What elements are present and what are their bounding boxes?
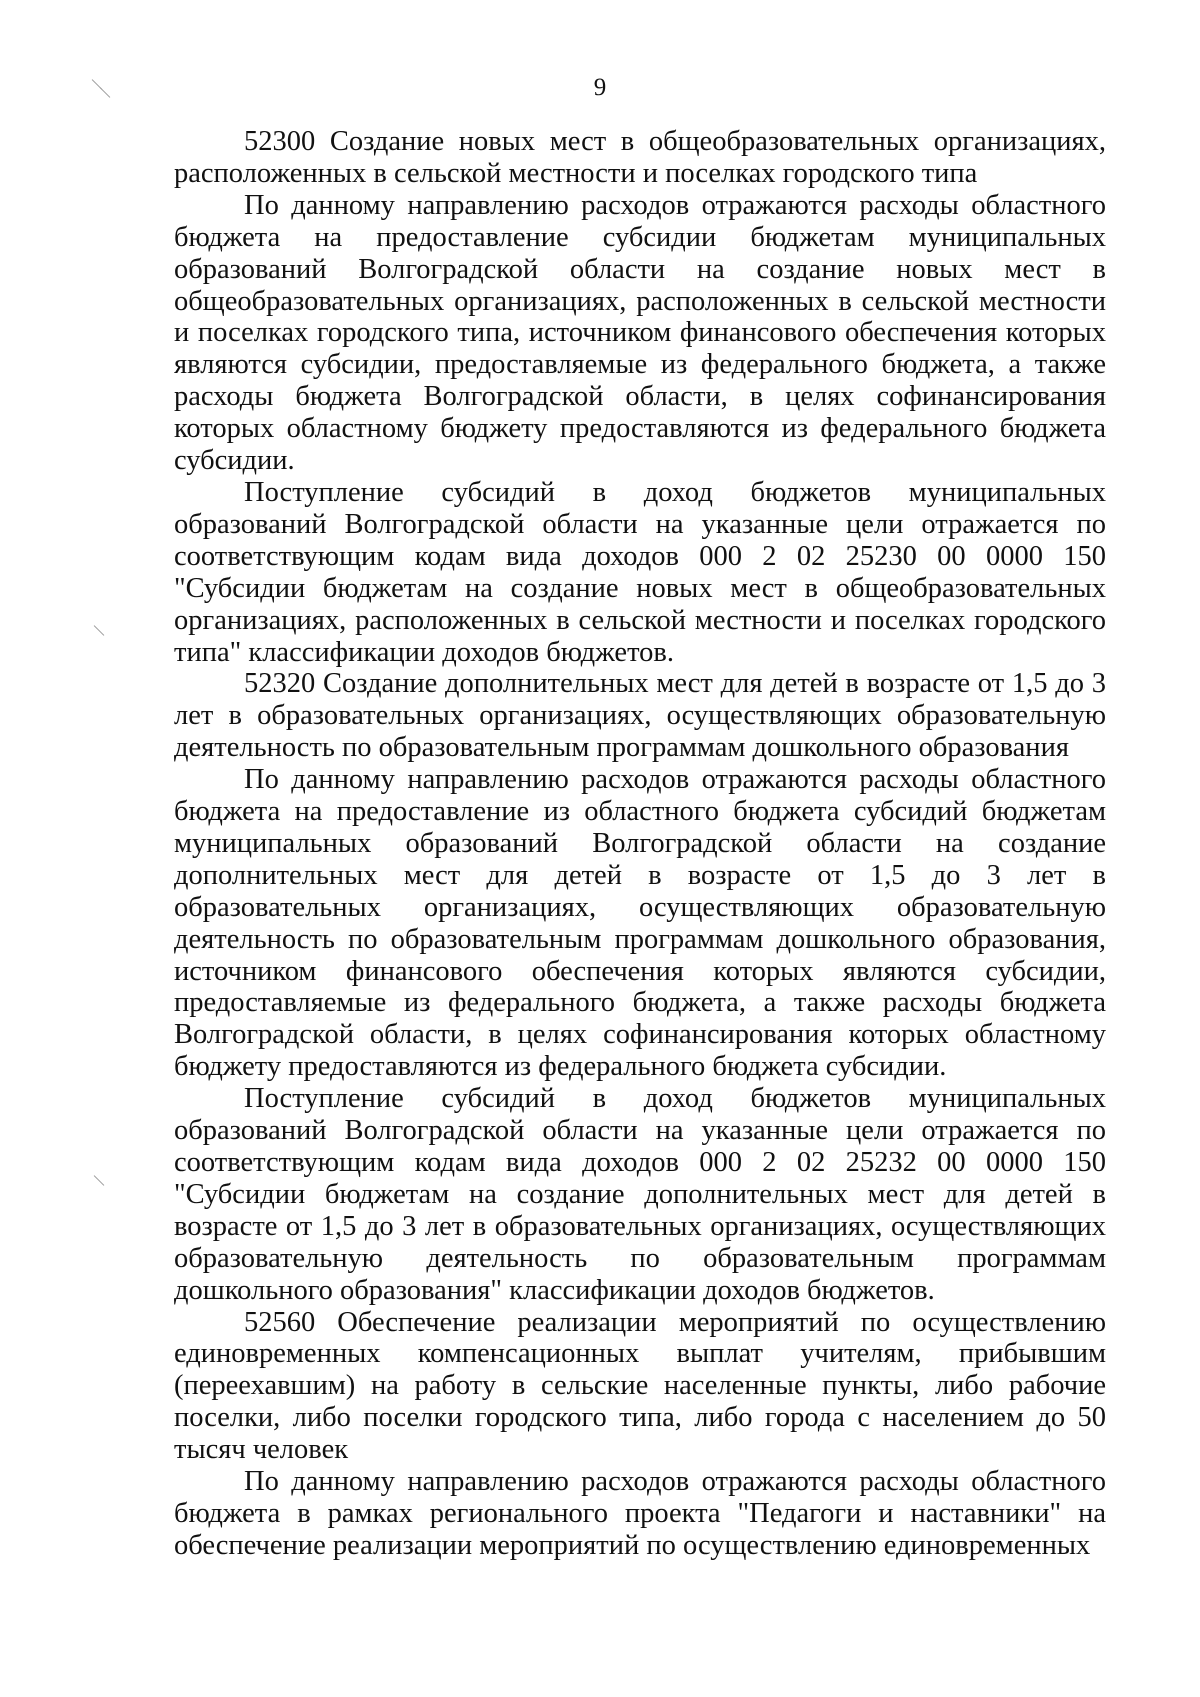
scan-artifact-mark — [94, 625, 105, 636]
scan-artifact-mark — [94, 1175, 105, 1186]
section-heading-52560: 52560 Обеспечение реализации мероприятий по осуществлению единовременных компенсационных выплат учителям, прибывшим (переехавшим) на работу в сельские населенные пункты, либо рабочие поселки, либо поселки городского типа, либо города с населением до 50 тысяч человек — [174, 1306, 1106, 1466]
paragraph-income-52320: Поступление субсидий в доход бюджетов муниципальных образований Волгоградской области на указанные цели отражается по соответствующим кодам вида доходов 000 2 02 25232 00 0000 150 "Субсидии бюджетам на создание дополнительных мест для детей в возрасте от 1,5 до 3 лет в образовательных организациях, осуществляющих образовательную деятельность по образовательным программам дошкольного образования" классификации доходов бюджетов. — [174, 1083, 1106, 1306]
document-body — [174, 126, 1106, 1562]
page-number: 9 — [593, 74, 607, 101]
paragraph-expenses-52560: По данному направлению расходов отражаются расходы областного бюджета в рамках регионального проекта "Педагоги и наставники" на обеспечение реализации мероприятий по осуществлению единовременных — [174, 1466, 1106, 1561]
paragraph-expenses-52300: По данному направлению расходов отражаются расходы областного бюджета на предоставление субсидии бюджетам муниципальных образований Волгоградской области на создание новых мест в общеобразовательных организациях, расположенных в сельской местности и поселках городского типа, источником финансового обеспечения которых являются субсидии, предоставляемые из федерального бюджета, а также расходы бюджета Волгоградской области, в целях софинансирования которых областному бюджету предоставляются из федерального бюджета субсидии. — [174, 189, 1106, 477]
section-heading-52300: 52300 Создание новых мест в общеобразовательных организациях, расположенных в сельской местности и поселках городского типа — [174, 126, 1106, 189]
section-heading-52320: 52320 Создание дополнительных мест для детей в возрасте от 1,5 до 3 лет в образовательных организациях, осуществляющих образовательную деятельность по образовательным программам дошкольного образования — [174, 668, 1106, 764]
paragraph-expenses-52320: По данному направлению расходов отражаются расходы областного бюджета на предоставление из областного бюджета субсидий бюджетам муниципальных образований Волгоградской области на создание дополнительных мест для детей в возрасте от 1,5 до 3 лет в образовательных организациях, осуществляющих образовательную деятельность по образовательным программам дошкольного образования, источником финансового обеспечения которых являются субсидии, предоставляемые из федерального бюджета, а также расходы бюджета Волгоградской области, в целях софинансирования которых областному бюджету предоставляются из федерального бюджета субсидии. — [174, 764, 1106, 1083]
paragraph-income-52300: Поступление субсидий в доход бюджетов муниципальных образований Волгоградской области на указанные цели отражается по соответствующим кодам вида доходов 000 2 02 25230 00 0000 150 "Субсидии бюджетам на создание новых мест в общеобразовательных организациях, расположенных в сельской местности и поселках городского типа" классификации доходов бюджетов. — [174, 476, 1106, 668]
